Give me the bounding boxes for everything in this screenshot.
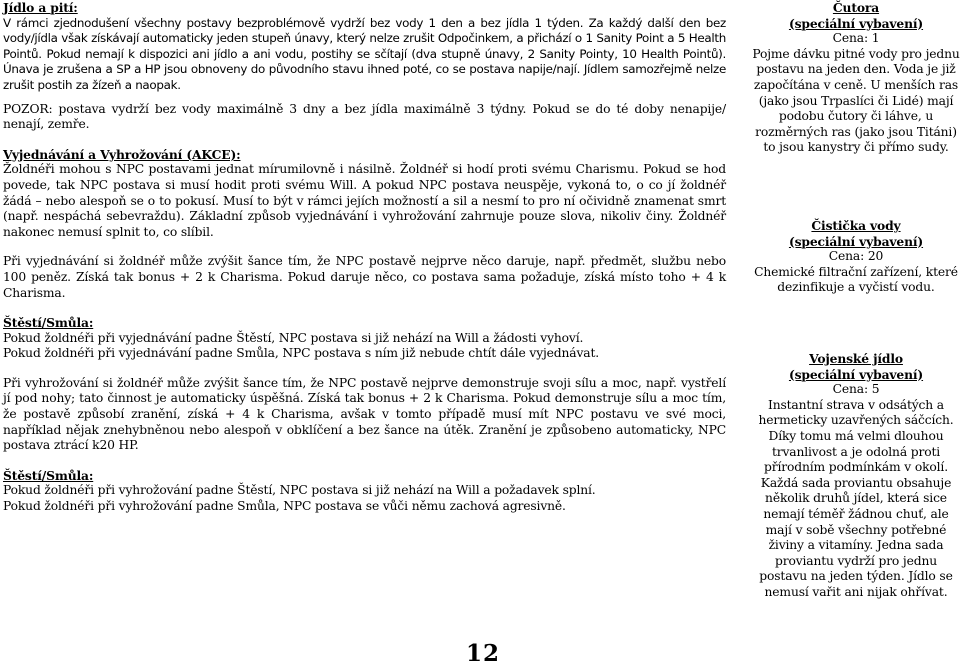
food-heading: Jídlo a pití: [3,0,78,15]
main-column [3,0,726,515]
food-paragraph [3,16,726,94]
equipment-subtitle: (speciální vybavení) [788,15,924,31]
equipment-subtitle: (speciální vybavení) [788,366,924,382]
negotiation-paragraph-1: Žoldnéři mohou s NPC postavami jednat mírumilovně i násilně. Žoldnéř si hodí proti svému Charismu. Pokud se hod povede, tak NPC postava si musí hodit proti svému Will. A pokud NPC postava neuspěje, vykoná to, o co jí žoldnéř žádá – nebo alespoň se o to pokusí. Musí to být v rámci jejích možností a sil a nesmí to pro ní očividně znamenat smrt (např. nespáchá sebevraždu). Základní způsob vyjednávání i vyhrožování zahrnuje pouze slova, nikoliv činy. Žoldnéř nakonec nemusí splnit to, co slíbil. [3,162,726,239]
food-warning: POZOR: postava vydrží bez vody maximálně 3 dny a bez jídla maximálně 3 týdny. Pokud se do té doby nenapije/ nenají, zemře. [3,101,726,132]
equipment-title: Vojenské jídlo [809,351,903,366]
equipment-cost: Cena: 1 [832,31,880,46]
equipment-item-military-food [752,351,960,601]
equipment-cost: Cena: 20 [828,249,884,264]
luck-threat-line-2: Pokud žoldnéři při vyhrožování padne Smůla, NPC postava se vůči němu zachová agresivně. [3,499,566,514]
negotiation-paragraph-2: Při vyjednávání si žoldnéř může zvýšit šance tím, že NPC postavě nejprve něco daruje, např. předmět, službu nebo 100 peněz. Získá tak bonus + 2 k Charisma. Pokud daruje něco, co postava sama požaduje, získá místo toho + 4 k Charisma. [3,254,726,300]
equipment-item-canteen [752,0,960,156]
equipment-subtitle: (speciální vybavení) [788,233,924,249]
equipment-cost: Cena: 5 [832,382,880,397]
food-paragraph-part1: V rámci zjednodušení všechny postavy bezproblémově vydrží bez vody 1 den a bez jídla 1 týden. Za každý další den bez vody/jídla však získávají automaticky jeden stupeň únavy, který nelze zrušit Odpočinkem, a přichází o 1 Sanity Point a 5 Health Pointů. [3,15,726,61]
equipment-item-water-purifier [752,218,960,296]
equipment-title: Čutora [832,0,880,15]
equipment-description: Instantní strava v odsátých a hermeticky uzavřených sáčcích. Díky tomu má velmi dlouhou trvanlivost a je odolná proti přírodním podmínkám v okolí. Každá sada proviantu obsahuje několik druhů jídel, která sice nemají téměř žádnou chuť, ale mají v sobě všechny potřebné živiny a vitamíny. Jedna sada proviantu vydrží pro jednu postavu na jeden týden. Jídlo se nemusí vařit ani nijak ohřívat. [758,397,954,599]
page-number: 12 [466,640,501,667]
food-paragraph-part2: Pokud nemají k dispozici ani jídlo a ani vodu, postihy se sčítají (dva stupně únavy, 2 Sanity Pointy, 10 Health Pointů). Únava je zrušena a SP a HP jsou obnoveny do původního stavu ihned poté, co se postava napije/nají. Jídlem samozřejmě nelze zrušit postih za žízeň a naopak. [3,46,726,92]
threat-paragraph: Při vyhrožování si žoldnéř může zvýšit šance tím, že NPC postavě nejprve demonstruje svoji sílu a moc, např. vystřelí jí pod nohy; tato činnost je automaticky úspěšná. Získá tak bonus + 2 k Charisma. Pokud demonstruje sílu a moc tím, že postavě způsobí zranění, získá + 4 k Charisma, avšak v tomto případě musí mít NPC postavu ve své moci, například nějak znehybněnou nebo alespoň v obklíčení a bez šance na útěk. Zranění je způsobeno automaticky, NPC postava ztrácí k20 HP. [3,375,726,453]
luck-threat-line-1: Pokud žoldnéři při vyhrožování padne Štěstí, NPC postava si již nehází na Will a požadavek splní. [3,483,596,498]
negotiation-heading: Vyjednávání a Vyhrožování (AKCE): [3,146,241,162]
luck-negotiation-line-1: Pokud žoldnéři při vyjednávání padne Štěstí, NPC postava si již nehází na Will a žádosti vyhoví. [3,330,584,345]
luck-heading-threat: Štěstí/Smůla: [3,467,94,483]
equipment-title: Čistička vody [811,218,901,233]
equipment-description: Chemické filtrační zařízení, které dezinfikuje a vyčistí vodu. [754,264,958,295]
luck-heading-negotiation: Štěstí/Smůla: [3,315,94,331]
luck-negotiation-line-2: Pokud žoldnéři při vyjednávání padne Smůla, NPC postava s ním již nebude chtít dále vyjednávat. [3,346,599,361]
equipment-description: Pojme dávku pitné vody pro jednu postavu na jeden den. Voda je již započítána v ceně. U menších ras (jako jsou Trpaslíci či Lidé) mají podobu čutory či láhve, u rozměrných ras (jako jsou Titáni) to jsou kanystry či přímo sudy. [752,46,960,155]
